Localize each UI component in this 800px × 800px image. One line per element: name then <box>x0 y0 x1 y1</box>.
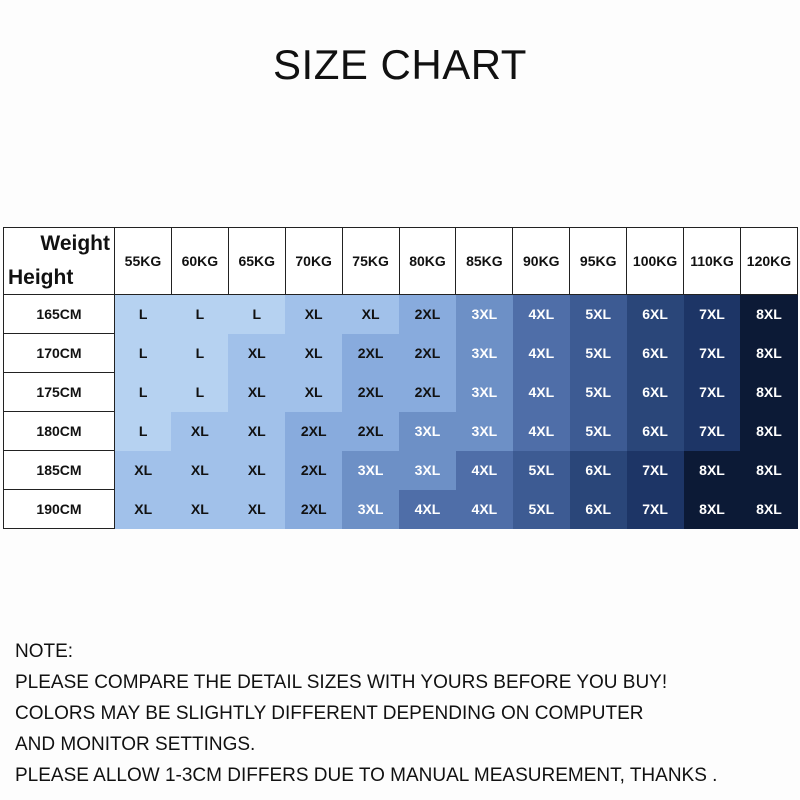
size-cell: 2XL <box>285 412 342 451</box>
size-cell: XL <box>171 490 228 529</box>
size-cell: 3XL <box>456 412 513 451</box>
size-cell: 3XL <box>456 373 513 412</box>
table-header <box>4 228 798 295</box>
size-cell: 6XL <box>570 490 627 529</box>
weight-header-row <box>4 228 798 295</box>
height-cell: 170CM <box>4 334 115 373</box>
size-cell: 8XL <box>740 334 797 373</box>
size-cell: 5XL <box>570 295 627 334</box>
note-heading: NOTE: <box>15 641 74 662</box>
size-cell: L <box>115 373 172 412</box>
note-line: PLEASE ALLOW 1-3CM DIFFERS DUE TO MANUAL MEASUREMENT, THANKS . <box>15 765 718 786</box>
table-row <box>4 334 798 373</box>
size-cell: 5XL <box>570 334 627 373</box>
weight-header-cell: 90KG <box>513 228 570 295</box>
weight-header-cell: 60KG <box>171 228 228 295</box>
size-cell: 6XL <box>627 334 684 373</box>
notes-block <box>15 636 717 791</box>
size-cell: XL <box>115 451 172 490</box>
size-cell: 2XL <box>285 490 342 529</box>
table-row <box>4 295 798 334</box>
size-cell: L <box>171 373 228 412</box>
size-cell: 6XL <box>627 295 684 334</box>
size-cell: 8XL <box>684 490 741 529</box>
size-chart-table <box>3 227 798 529</box>
size-cell: 8XL <box>740 295 797 334</box>
height-cell: 180CM <box>4 412 115 451</box>
size-cell: XL <box>228 451 285 490</box>
weight-header-cell: 70KG <box>285 228 342 295</box>
height-cell: 185CM <box>4 451 115 490</box>
size-cell: 2XL <box>285 451 342 490</box>
weight-header-cell: 110KG <box>684 228 741 295</box>
height-cell: 175CM <box>4 373 115 412</box>
size-cell: 3XL <box>399 412 456 451</box>
size-cell: 3XL <box>399 451 456 490</box>
size-cell: 5XL <box>513 451 570 490</box>
size-cell: 4XL <box>513 334 570 373</box>
size-cell: XL <box>342 295 399 334</box>
size-cell: 2XL <box>342 373 399 412</box>
weight-header-cell: 95KG <box>570 228 627 295</box>
size-cell: 7XL <box>627 490 684 529</box>
weight-header-cell: 75KG <box>342 228 399 295</box>
size-cell: 7XL <box>684 412 741 451</box>
size-cell: L <box>228 295 285 334</box>
size-cell: 4XL <box>513 295 570 334</box>
size-cell: 8XL <box>684 451 741 490</box>
size-cell: 4XL <box>513 373 570 412</box>
weight-header-cell: 55KG <box>115 228 172 295</box>
size-cell: 7XL <box>684 373 741 412</box>
weight-header-cell: 100KG <box>627 228 684 295</box>
size-cell: XL <box>228 412 285 451</box>
size-cell: XL <box>285 373 342 412</box>
table-row <box>4 412 798 451</box>
weight-label: Weight <box>40 232 110 255</box>
size-cell: 2XL <box>399 373 456 412</box>
size-cell: 7XL <box>684 295 741 334</box>
size-cell: XL <box>171 412 228 451</box>
size-cell: XL <box>228 373 285 412</box>
size-cell: 4XL <box>456 451 513 490</box>
size-cell: 2XL <box>342 334 399 373</box>
size-cell: 2XL <box>342 412 399 451</box>
size-cell: 8XL <box>740 451 797 490</box>
note-line: PLEASE COMPARE THE DETAIL SIZES WITH YOURS BEFORE YOU BUY! <box>15 672 668 693</box>
size-cell: 7XL <box>627 451 684 490</box>
size-cell: 8XL <box>740 490 797 529</box>
size-cell: 3XL <box>456 295 513 334</box>
weight-header-cell: 120KG <box>740 228 797 295</box>
size-cell: 4XL <box>399 490 456 529</box>
size-cell: 4XL <box>513 412 570 451</box>
table-body <box>4 295 798 529</box>
size-cell: 3XL <box>342 451 399 490</box>
size-cell: 4XL <box>456 490 513 529</box>
size-cell: L <box>115 412 172 451</box>
size-cell: 6XL <box>627 412 684 451</box>
size-cell: XL <box>285 334 342 373</box>
size-cell: XL <box>171 451 228 490</box>
height-label: Height <box>8 266 74 289</box>
size-cell: XL <box>285 295 342 334</box>
size-cell: L <box>171 295 228 334</box>
size-cell: 8XL <box>740 412 797 451</box>
size-cell: 5XL <box>570 373 627 412</box>
size-cell: 7XL <box>684 334 741 373</box>
height-cell: 190CM <box>4 490 115 529</box>
weight-header-cell: 65KG <box>228 228 285 295</box>
size-cell: 3XL <box>456 334 513 373</box>
weight-header-cell: 80KG <box>399 228 456 295</box>
size-cell: L <box>115 334 172 373</box>
size-cell: 5XL <box>513 490 570 529</box>
size-cell: 6XL <box>627 373 684 412</box>
size-cell: XL <box>228 334 285 373</box>
height-cell: 165CM <box>4 295 115 334</box>
size-cell: 2XL <box>399 295 456 334</box>
size-cell: 5XL <box>570 412 627 451</box>
table-row <box>4 490 798 529</box>
size-cell: XL <box>228 490 285 529</box>
size-cell: XL <box>115 490 172 529</box>
size-cell: 6XL <box>570 451 627 490</box>
note-line: COLORS MAY BE SLIGHTLY DIFFERENT DEPENDING ON COMPUTER <box>15 703 644 724</box>
size-cell: 8XL <box>740 373 797 412</box>
size-cell: L <box>171 334 228 373</box>
size-cell: L <box>115 295 172 334</box>
page-title: SIZE CHART <box>273 41 527 88</box>
table-row <box>4 451 798 490</box>
size-cell: 2XL <box>399 334 456 373</box>
corner-header-cell <box>4 228 115 295</box>
table-row <box>4 373 798 412</box>
weight-header-cell: 85KG <box>456 228 513 295</box>
size-cell: 3XL <box>342 490 399 529</box>
note-line: AND MONITOR SETTINGS. <box>15 734 256 755</box>
